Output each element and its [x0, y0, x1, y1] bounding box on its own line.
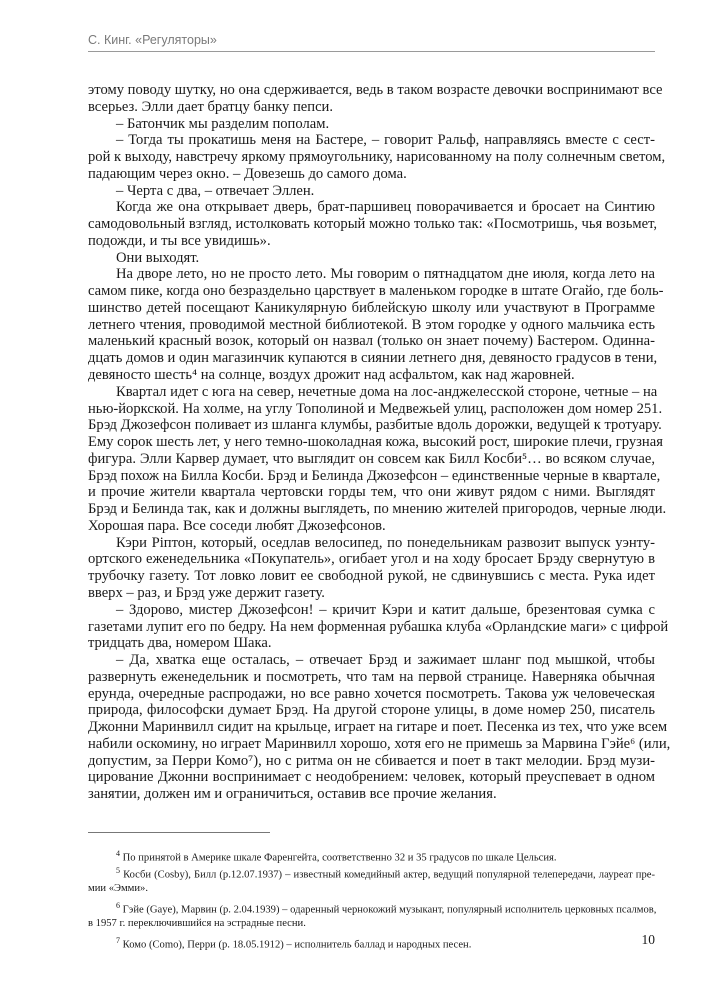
footnote — [88, 897, 655, 932]
footnote-divider — [88, 832, 270, 833]
text-line: дцать домов и один магазинчик купаются в сиянии летнего дня, девяносто градусов в тени, — [88, 350, 658, 367]
text-line: Брэд и Белинда так, как и должны выглядеть, по мнению жителей пригородов, черные люди. — [88, 501, 667, 518]
footnote — [88, 845, 655, 862]
text-line: нью-йоркской. На холме, на углу Тополиной и Медвежьей улиц, расположен дом номер 251. — [88, 400, 663, 417]
footnote-line — [88, 897, 655, 914]
text-line: этому поводу шутку, но она сдерживается, ведь в таком возрасте девочки воспринимают все — [88, 82, 663, 98]
footnote-number: 5 — [116, 866, 120, 876]
body-text — [88, 82, 671, 803]
paragraph — [88, 535, 655, 602]
text-line: всерьез. Элли дает братцу банку пепси. — [88, 98, 334, 115]
footnote-line — [88, 932, 655, 949]
paragraph — [88, 266, 664, 384]
footnote — [88, 862, 655, 897]
paragraph — [88, 199, 655, 249]
text-line: Джонни Маринвилл сидит на крыльце, играет на гитаре и поет. Песенка из тех, что уже всем — [88, 719, 668, 736]
paragraph — [88, 82, 663, 116]
text-line: трубочку газету. Тот ловко ловит ее свободной рукой, не сдвинувшись с места. Рука идет — [88, 568, 655, 585]
text-line: вверх – раз, и Брэд уже держит газету. — [88, 584, 325, 601]
text-line: – Здорово, мистер Джозефсон! – кричит Кэри и катит дальше, брезентовая сумка с — [116, 601, 655, 618]
text-line: Они выходят. — [116, 249, 200, 266]
text-line: и прочие жители квартала чертовски горды тем, что они живут рядом с ними. Выглядят — [88, 484, 655, 501]
footnote-number: 6 — [116, 901, 120, 911]
text-line: шинство детей посещают Каникулярную библейскую школу или участвуют в Программе — [88, 299, 655, 316]
text-line: самом пике, когда оно безраздельно царствует в маленьком городке в штате Огайо, где боль- — [88, 283, 664, 300]
text-line: природа, философски думает Брэд. На другой стороне улицы, в доме номер 250, писатель — [88, 702, 655, 719]
text-line: летнего чтения, проводимой местной библиотекой. В этом городке у одного мальчика есть — [88, 316, 655, 333]
footnote-line — [88, 862, 655, 879]
running-header — [88, 31, 655, 52]
text-line: На дворе лето, но не просто лето. Мы говорим о пятнадцатом дне июля, когда лето на — [116, 266, 655, 283]
text-line: Брэд похож на Билла Косби. Брэд и Белинда Джозефсон – единственные черные в квартале, — [88, 467, 661, 484]
footnote-text: Косби (Cosby), Билл (р.12.07.1937) – известный комедийный актер, ведущий популярной телепередачи, лауреат пре- — [123, 869, 655, 881]
text-line: занятии, должен им и ограничиться, оставив все прочие желания. — [88, 786, 497, 803]
text-line: – Черта с два, – отвечает Эллен. — [116, 182, 315, 199]
text-line: ортского еженедельника «Покупатель», огибает угол и на ходу бросает Брэду свернутую в — [88, 551, 655, 568]
text-line: Хорошая пара. Все соседи любят Джозефсонов. — [88, 517, 386, 534]
paragraph — [88, 116, 655, 133]
text-line: тридцать два, номером Шака. — [88, 635, 272, 652]
text-line: набили оскомину, но играет Маринвилл хорошо, хотя его не примешь за Марвина Гэйе⁶ (или, — [88, 735, 671, 752]
text-line: фигура. Элли Карвер думает, что выглядит он совсем как Билл Косби⁵… во всяком случае, — [88, 450, 655, 467]
text-line: Квартал идет с юга на север, нечетные дома на лос-анджелесской стороне, четные – на — [116, 383, 658, 400]
paragraph — [88, 652, 671, 803]
footnote-line: мии «Эмми». — [88, 882, 149, 894]
footnote-number: 4 — [116, 849, 120, 858]
text-line: Ему сорок шесть лет, у него темно-шоколадная кожа, высокий рост, широкие плечи, грузная — [88, 434, 663, 451]
text-line: Когда же она открывает дверь, брат-паршивец поворачивается и бросает на Синтию — [116, 199, 655, 216]
text-line: цирование Джонни воспринимает с неодобрением: человек, который преуспевает в одном — [88, 769, 655, 786]
text-line: ерунда, очередные распродажи, но все равно хочется посмотреть. Такова уж человеческая — [88, 685, 655, 702]
text-line: маленький красный возок, который он назвал (только он знает почему) Бастером. Одинна- — [88, 333, 655, 350]
text-line: самодовольный взгляд, истолковать который можно только так: «Посмотришь, чья возьмет, — [88, 216, 657, 233]
text-line: допустим, за Перри Комо⁷), но с ритма он не сбивается и поет в такт мелодии. Брэд музи- — [88, 752, 655, 769]
text-line: – Тогда ты прокатишь меня на Бастере, – говорит Ральф, направляясь вместе с сест- — [116, 132, 655, 149]
text-line: девяносто шесть⁴ на солнце, воздух дрожит над асфальтом, как над жаровней. — [88, 367, 575, 384]
text-line: развернуть еженедельник и посмотреть, что там на первой странице. Наверняка обычная — [88, 668, 655, 685]
text-line: Брэд Джозефсон поливает из шланга клумбы, разбитые вдоль дорожки, ведущей к тротуару. — [88, 417, 662, 434]
text-line: падающим через окно. – Довезешь до самого дома. — [88, 165, 407, 182]
running-header-title: С. Кинг. «Регуляторы» — [88, 33, 217, 47]
footnote-line — [88, 845, 655, 862]
text-line: рой к выходу, навстречу яркому прямоугольнику, нарисованному на полу солнечным светом, — [88, 149, 666, 166]
footnotes — [88, 845, 655, 949]
page-number: 10 — [641, 932, 655, 947]
text-line: газетами лупит его по бедру. На нем форменная рубашка клуба «Орландские маги» с цифрой — [88, 618, 669, 635]
text-line: – Батончик мы разделим пополам. — [116, 115, 330, 132]
footnote-text: Гэйе (Gaye), Марвин (р. 2.04.1939) – одаренный чернокожий музыкант, популярный исполнитель церковных псалмов, — [122, 904, 657, 916]
footnote-text: По принятой в Америке шкале Фаренгейта, соответственно 32 и 35 градусов по шкале Цельсия. — [122, 852, 557, 864]
text-line: подожди, и ты все увидишь». — [88, 232, 271, 249]
paragraph — [88, 383, 667, 535]
paragraph — [88, 601, 669, 652]
footnote-number: 7 — [116, 935, 120, 945]
footnote-text: Комо (Como), Перри (р. 18.05.1912) – исполнитель баллад и народных песен. — [122, 939, 472, 951]
paragraph — [88, 132, 666, 182]
footnote-line: в 1957 г. переключившийся на эстрадные песни. — [88, 917, 306, 929]
text-line: Кэри Рiптон, который, оседлав велосипед, по понедельникам развозит выпуск уэнту- — [116, 534, 655, 551]
paragraph — [88, 250, 655, 267]
text-line: – Да, хватка еще осталась, – отвечает Брэд и зажимает шланг под мышкой, чтобы — [116, 652, 655, 669]
footnote — [88, 932, 655, 949]
paragraph — [88, 183, 655, 200]
